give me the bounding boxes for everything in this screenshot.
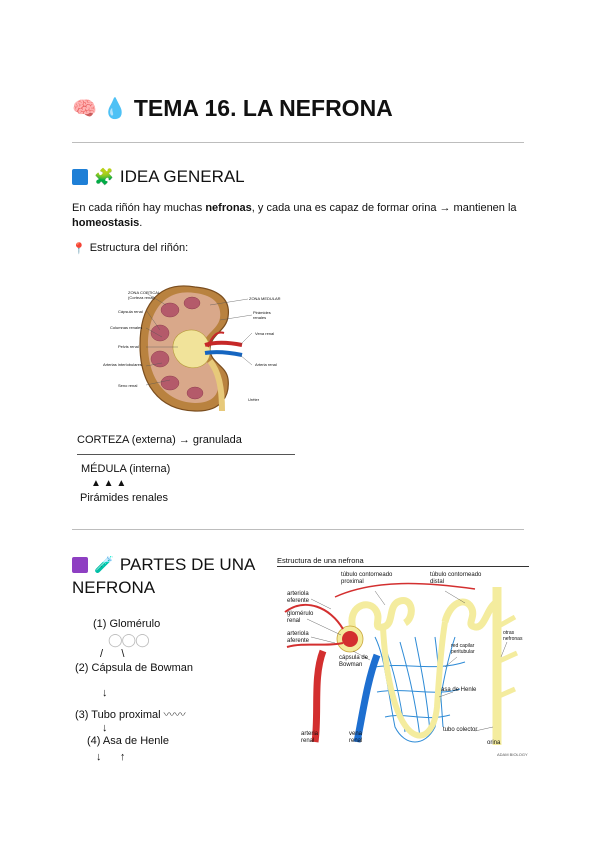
text-run: , y cada una es capaz de formar orina → mantienen la (251, 202, 517, 214)
pin-icon: 📍 (72, 243, 86, 255)
kidney-label: Seno renal (118, 383, 138, 388)
intro-paragraph (72, 201, 532, 231)
droplet-icon: 💧 (102, 98, 128, 120)
kidney-caption-text: Estructura del riñón: (89, 242, 189, 254)
page-title-text: TEMA 16. LA NEFRONA (133, 95, 393, 121)
kidney-caption (72, 242, 188, 255)
medula-text: MÉDULA (interna) (81, 463, 171, 475)
branch-slashes: / \ (100, 648, 125, 660)
puzzle-icon: 🧩 (94, 169, 114, 186)
figure-label: arteriola eferente (287, 591, 310, 604)
divider (72, 529, 524, 530)
kidney-label: Pirámides renales (253, 310, 271, 320)
kidney-label: Uréter (248, 397, 260, 402)
section-heading-idea-general (72, 167, 245, 187)
figure-label: túbulo contorneado distal (430, 572, 482, 585)
figure-label: cápsula de Bowman (339, 655, 369, 668)
brain-icon: 🧠 (72, 98, 97, 120)
glomerulo-text: (1) Glomérulo (93, 618, 161, 630)
bold-nefronas: nefronas (205, 202, 252, 214)
text-run: . (139, 217, 143, 229)
arrow-down: ↓ (102, 722, 108, 734)
kidney-label: ZONA CORTICAL (Corteza renal) (128, 290, 161, 300)
asa-henle-text: (4) Asa de Henle (87, 735, 169, 747)
corteza-text: CORTEZA (externa) → granulada (77, 434, 242, 446)
kidney-label: Columnas renales (110, 325, 143, 330)
figure-label: vena renal (349, 731, 363, 744)
divider (72, 142, 524, 143)
tubo-proximal-text: (3) Tubo proximal 〰〰 (75, 709, 186, 721)
arrow-down: ↓ (102, 687, 108, 699)
figure-label: otras nefronas (503, 630, 523, 642)
figure-label: tubo colector (443, 727, 478, 733)
section-heading-partes-line2: NEFRONA (72, 578, 156, 597)
nephron-figure (275, 555, 530, 760)
kidney-label: Cápsula renal (118, 309, 143, 314)
text-run: En cada riñón hay muchas (72, 202, 206, 214)
blue-square-icon (72, 169, 88, 185)
kidney-label: Arterias interlobulares (103, 362, 142, 367)
corteza-underline (77, 454, 295, 455)
figure-label: asa de Henle (441, 687, 477, 693)
kidney-label: ZONA MEDULAR (249, 296, 281, 301)
figure-label: red capilar peritubular (451, 643, 475, 655)
pyramid-triangles: ▲ ▲ ▲ (91, 478, 127, 489)
capsula-text: (2) Cápsula de Bowman (75, 662, 194, 674)
section-heading-partes (72, 555, 255, 575)
figure-credit: ADAM BIOLOGY (497, 752, 528, 757)
figure-label: orina (487, 740, 501, 746)
page-title (72, 95, 393, 122)
figure-label: glomérulo renal (287, 611, 314, 624)
kidney-label: Arteria renal (255, 362, 277, 367)
figure-label: arteria renal (301, 731, 319, 744)
section-heading-text: PARTES DE UNA (119, 555, 256, 574)
arrows-down-up: ↓ ↑ (96, 751, 126, 763)
figure-label: arteriola aferente (287, 631, 310, 644)
kidney-label: Vena renal (255, 331, 275, 336)
figure-title: Estructura de una nefrona (277, 556, 364, 565)
piramides-text: Pirámides renales (80, 492, 169, 504)
glomerulo-circles: ◯◯◯ (108, 632, 149, 647)
section-heading-text: IDEA GENERAL (119, 167, 245, 186)
kidney-label: Pelvis renal (118, 344, 139, 349)
purple-square-icon (72, 557, 88, 573)
test-tube-icon: 🧪 (94, 557, 114, 574)
bold-homeostasis: homeostasis (72, 217, 140, 229)
figure-label: túbulo contorneado proximal (341, 572, 393, 585)
